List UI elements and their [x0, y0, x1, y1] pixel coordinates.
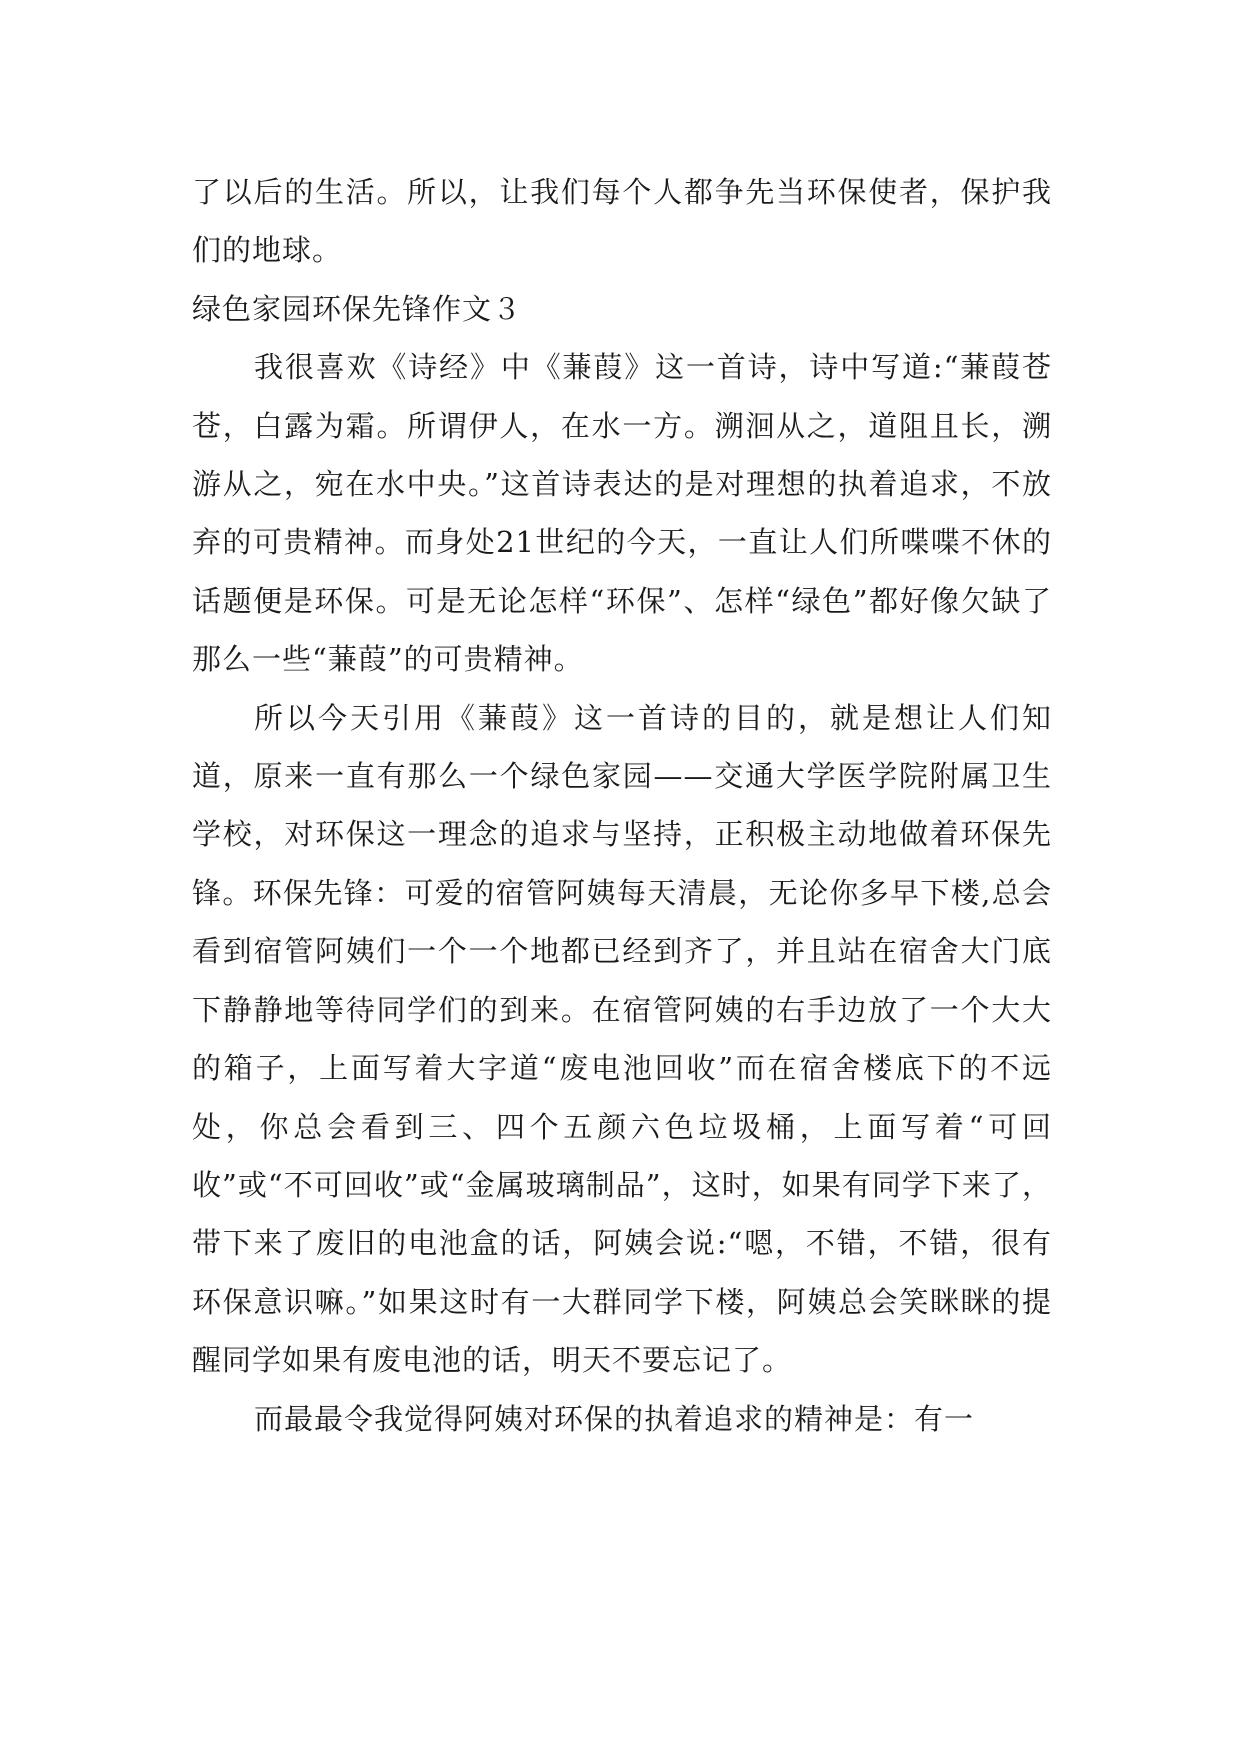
paragraph-1: 我很喜欢《诗经》中《蒹葭》这一首诗，诗中写道:“蒹葭苍苍，白露为霜。所谓伊人，在水一方。溯洄从之，道阻且长，溯游从之，宛在水中央。”这首诗表达的是对理想的执着追求，不放弃的可贵精神。而身处21世纪的今天，一直让人们所喋喋不休的话题便是环保。可是无论怎样“环保”、怎样“绿色”都好像欠缺了那么一些“蒹葭”的可贵精神。 — [192, 350, 1052, 677]
document-body — [192, 163, 1052, 1448]
continuation-paragraph: 了以后的生活。所以，让我们每个人都争先当环保使者，保护我们的地球。 — [192, 175, 1052, 268]
paragraph-2: 所以今天引用《蒹葭》这一首诗的目的，就是想让人们知道，原来一直有那么一个绿色家园——交通大学医学院附属卫生学校，对环保这一理念的追求与坚持，正积极主动地做着环保先锋。环保先锋：可爱的宿管阿姨每天清晨，无论你多早下楼,总会看到宿管阿姨们一个一个地都已经到齐了，并且站在宿舍大门底下静静地等待同学们的到来。在宿管阿姨的右手边放了一个大大的箱子，上面写着大字道“废电池回收”而在宿舍楼底下的不远处，你总会看到三、四个五颜六色垃圾桶，上面写着“可回收”或“不可回收”或“金属玻璃制品”，这时，如果有同学下来了，带下来了废旧的电池盒的话，阿姨会说:“嗯，不错，不错，很有环保意识嘛。”如果这时有一大群同学下楼，阿姨总会笑眯眯的提醒同学如果有废电池的话，明天不要忘记了。 — [192, 700, 1052, 1378]
section-title: 绿色家园环保先锋作文３ — [192, 291, 523, 326]
paragraph-3: 而最最令我觉得阿姨对环保的执着追求的精神是：有一 — [254, 1401, 975, 1436]
